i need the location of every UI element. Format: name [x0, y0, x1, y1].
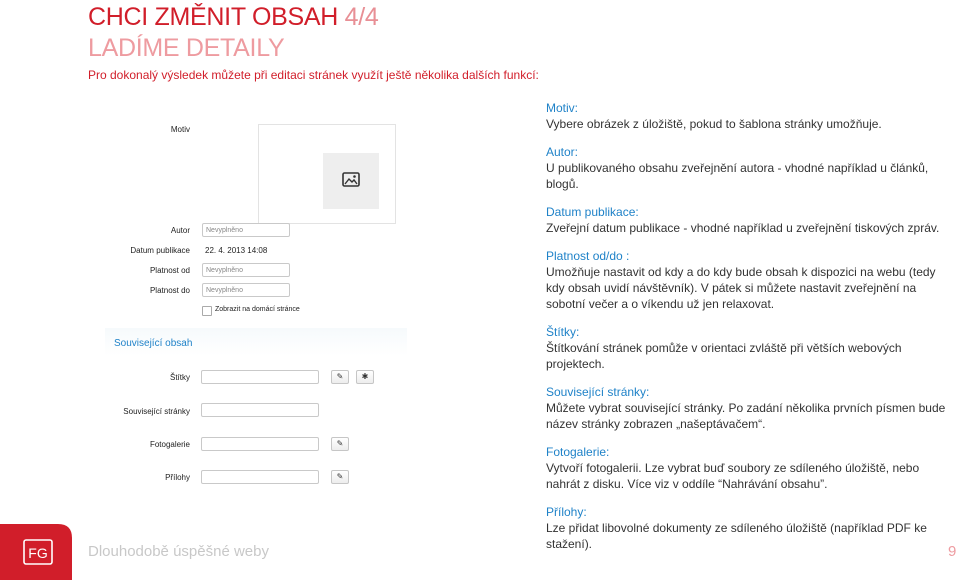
info-block [546, 444, 946, 492]
related-section-title: Související obsah [114, 338, 193, 349]
info-text: U publikovaného obsahu zveřejnění autora - vhodné například u článků, blogů. [546, 161, 929, 191]
info-text: Štítkování stránek pomůže v orientaci zvláště při větších webových projektech. [546, 341, 902, 371]
intro-text: Pro dokonalý výsledek můžete při editaci stránek využít ještě několika dalších funkcí: [88, 68, 539, 82]
info-title: Datum publikace: [546, 205, 639, 219]
edit-icon: ✎ [336, 439, 344, 448]
stitky-add-button[interactable] [356, 370, 374, 384]
editor-screenshot [100, 110, 430, 500]
info-block [546, 384, 946, 432]
feature-descriptions [546, 100, 946, 564]
page-title [88, 2, 379, 32]
info-text: Vytvoří fotogalerii. Lze vybrat buď soubory ze sdíleného úložiště, nebo nahrát z disku. Více viz v oddíle “Nahrávání obsahu”. [546, 461, 920, 491]
platnost-od-field[interactable]: Nevyplněno [202, 263, 290, 277]
info-title: Štítky: [546, 325, 580, 339]
platnost-do-label: Platnost do [149, 286, 190, 295]
info-title: Motiv: [546, 101, 579, 115]
info-title: Platnost od/do : [546, 249, 630, 263]
step-indicator: 4/4 [344, 3, 379, 31]
stitky-field[interactable] [201, 370, 319, 384]
info-block [546, 248, 946, 312]
info-block [546, 504, 946, 552]
stitky-edit-button[interactable] [331, 370, 349, 384]
prilohy-edit-button[interactable] [331, 470, 349, 484]
info-title: Související stránky: [546, 385, 650, 399]
page-number: 9 [948, 543, 957, 560]
info-block [546, 100, 946, 132]
platnost-od-label: Platnost od [149, 266, 190, 275]
edit-icon: ✎ [336, 372, 344, 381]
info-title: Přílohy: [546, 505, 587, 519]
fotogalerie-field[interactable] [201, 437, 319, 451]
logo-text: FG [28, 545, 48, 561]
info-text: Zveřejní datum publikace - vhodné například u zveřejnění tiskových zpráv. [546, 221, 940, 235]
info-block [546, 144, 946, 192]
autor-label: Autor [170, 226, 190, 235]
souvisejici-label: Související stránky [123, 407, 190, 416]
info-text: Umožňuje nastavit od kdy a do kdy bude obsah k dispozici na webu (tedy kdy obsah uvidí návštěvník). V pátek si můžete nastavit zveřejnění na sobotní večer a o víkendu už jen relaxovat. [546, 265, 936, 311]
datum-label: Datum publikace [130, 246, 190, 255]
prilohy-label: Přílohy [165, 473, 190, 482]
autor-field[interactable]: Nevyplněno [202, 223, 290, 237]
info-text: Můžete vybrat související stránky. Po zadání několika prvních písmen bude název stránky zobrazen „našeptávačem“. [546, 401, 946, 431]
souvisejici-field[interactable] [201, 403, 319, 417]
fg-logo [0, 524, 72, 580]
stitky-label: Štítky [169, 373, 190, 382]
datum-value: 22. 4. 2013 14:08 [205, 246, 268, 255]
info-text: Vybere obrázek z úložiště, pokud to šablona stránky umožňuje. [546, 117, 882, 131]
page-title-text: CHCI ZMĚNIT OBSAH [88, 3, 339, 31]
homepage-checkbox[interactable] [202, 306, 212, 316]
motiv-image-box[interactable] [258, 124, 396, 224]
info-text: Lze přidat libovolné dokumenty ze sdíleného úložiště (například PDF ke stažení). [546, 521, 927, 551]
info-block [546, 204, 946, 236]
footer-slogan: Dlouhodobě úspěšné weby [88, 543, 269, 560]
fotogalerie-label: Fotogalerie [149, 440, 190, 449]
platnost-do-field[interactable]: Nevyplněno [202, 283, 290, 297]
edit-icon: ✎ [336, 472, 344, 481]
info-block [546, 324, 946, 372]
star-icon: ✱ [361, 372, 369, 381]
image-icon [342, 172, 360, 188]
motiv-label: Motiv [170, 125, 190, 134]
prilohy-field[interactable] [201, 470, 319, 484]
fotogalerie-edit-button[interactable] [331, 437, 349, 451]
homepage-checkbox-label: Zobrazit na domácí stránce [215, 306, 300, 313]
image-placeholder [323, 153, 379, 209]
info-title: Autor: [546, 145, 579, 159]
info-title: Fotogalerie: [546, 445, 610, 459]
page-subtitle: LADÍME DETAILY [88, 34, 285, 62]
